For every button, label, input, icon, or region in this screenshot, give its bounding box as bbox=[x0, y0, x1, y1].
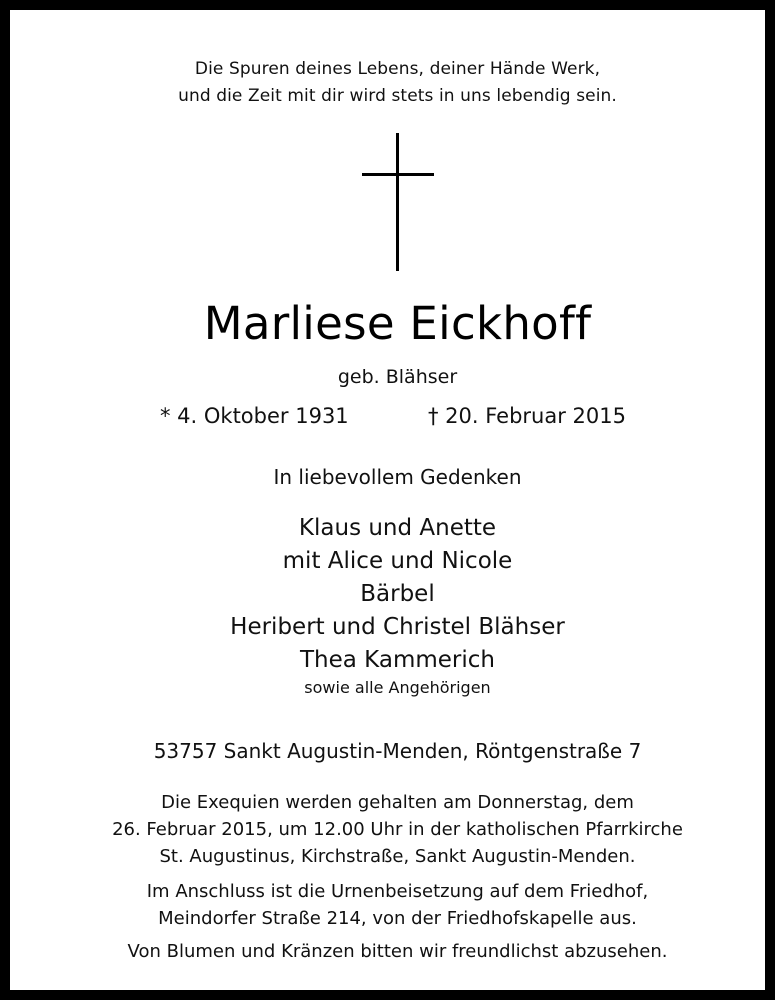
service-line: St. Augustinus, Kirchstraße, Sankt Augustin-Menden. bbox=[159, 846, 636, 867]
burial-line: Im Anschluss ist die Urnenbeisetzung auf dem Friedhof, bbox=[146, 881, 649, 902]
flowers-note: Von Blumen und Kränzen bitten wir freundlichst abzusehen. bbox=[127, 941, 668, 962]
deceased-name: Marliese Eickhoff bbox=[203, 297, 592, 350]
motto-line-1: Die Spuren deines Lebens, deiner Hände Werk, bbox=[194, 59, 601, 79]
mourner-name: Bärbel bbox=[360, 581, 435, 607]
motto-line-2: und die Zeit mit dir wird stets in uns lebendig sein. bbox=[178, 86, 617, 106]
address: 53757 Sankt Augustin-Menden, Röntgenstraße 7 bbox=[153, 739, 642, 763]
mourner-name: mit Alice und Nicole bbox=[282, 548, 513, 574]
death-date: † 20. Februar 2015 bbox=[428, 404, 626, 428]
service-line: Die Exequien werden gehalten am Donnerstag, dem bbox=[161, 792, 634, 813]
cross-icon bbox=[362, 133, 434, 271]
mourner-name: Heribert und Christel Blähser bbox=[230, 614, 565, 640]
relatives-line: sowie alle Angehörigen bbox=[304, 678, 491, 697]
memorial-line: In liebevollem Gedenken bbox=[273, 465, 522, 489]
burial-line: Meindorfer Straße 214, von der Friedhofskapelle aus. bbox=[158, 908, 637, 929]
birth-date: * 4. Oktober 1931 bbox=[160, 404, 349, 428]
service-line: 26. Februar 2015, um 12.00 Uhr in der katholischen Pfarrkirche bbox=[112, 819, 683, 840]
mourner-name: Thea Kammerich bbox=[300, 647, 495, 673]
mourner-name: Klaus und Anette bbox=[298, 515, 497, 541]
birth-name: geb. Blähser bbox=[337, 366, 458, 388]
